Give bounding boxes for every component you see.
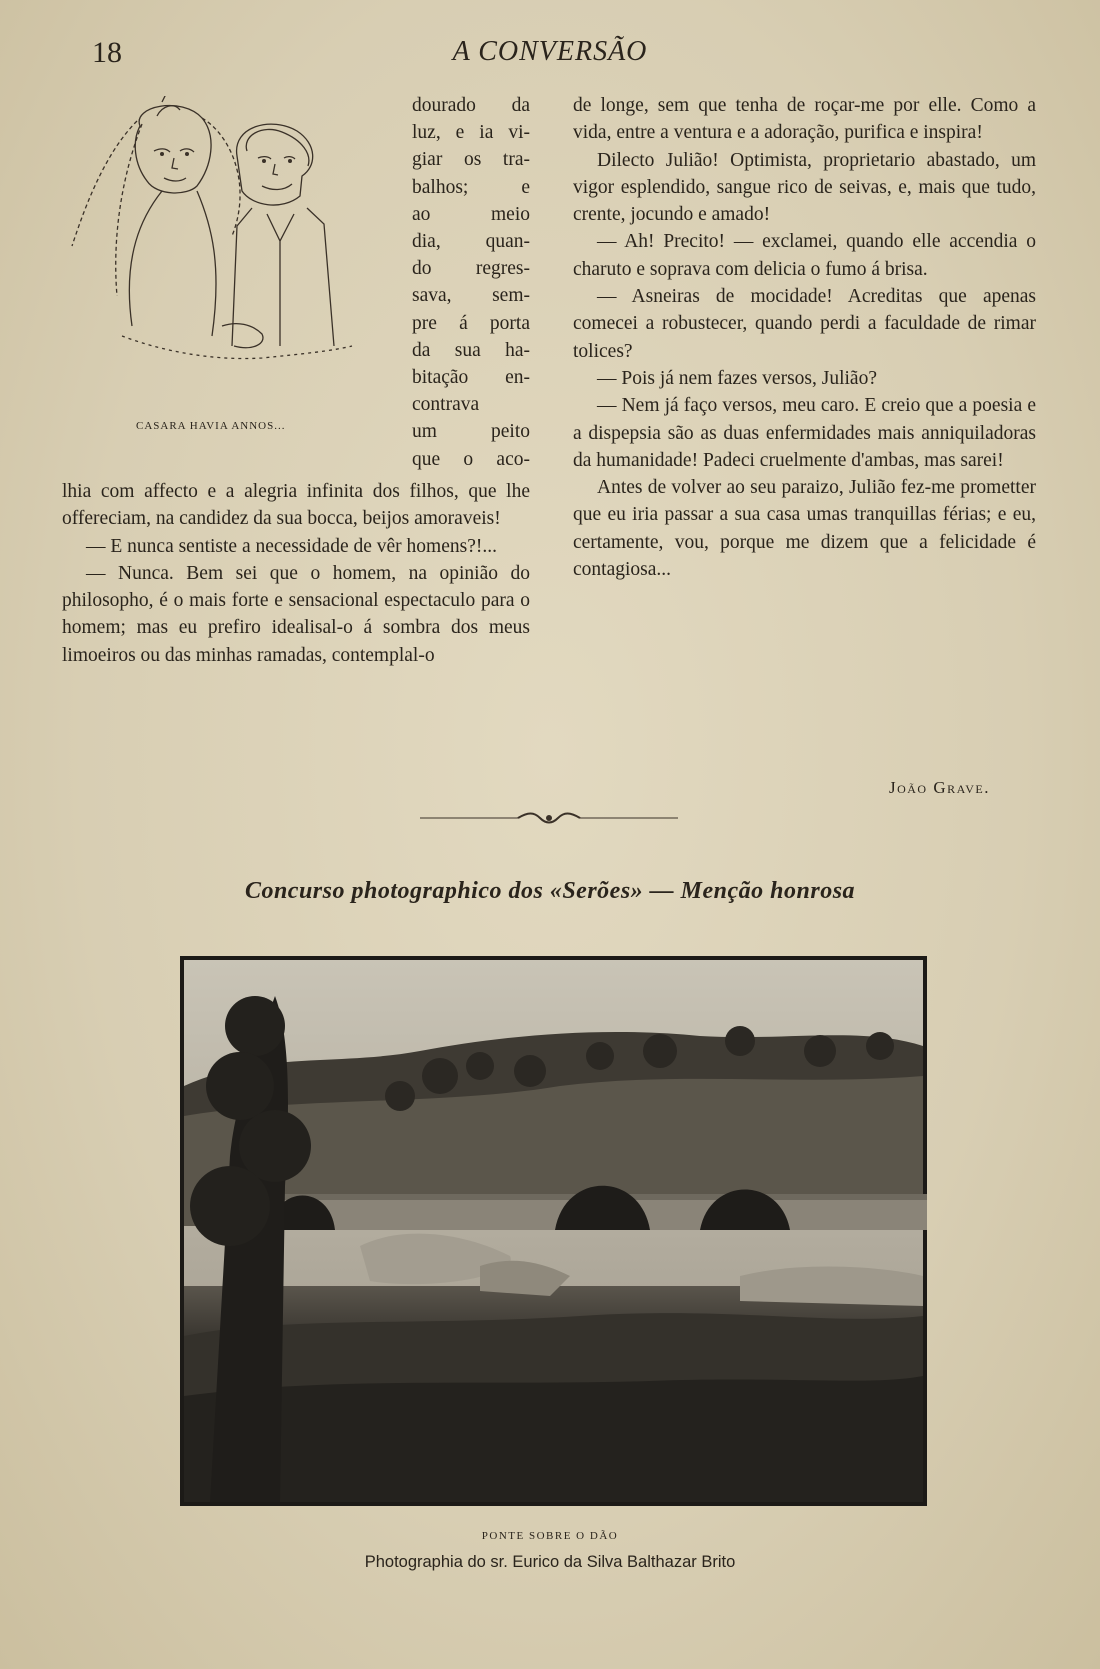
left-text-column (62, 478, 530, 669)
text-line: dia, quan- (412, 231, 530, 253)
text-line: dourado da (412, 95, 530, 116)
paragraph: — Nunca. Bem sei que o homem, na opinião do philosopho, é o mais forte e sensacional espectaculo para o homem; mas eu prefiro idealisal-o á sombra dos meus limoeiros ou das minhas ramadas, contemplal-o (62, 562, 530, 666)
paragraph: — E nunca sentiste a necessidade de vêr homens?!... (86, 535, 497, 557)
narrow-text-column (412, 92, 530, 473)
page-header-title: A CONVERSÃO (452, 36, 648, 67)
photo-caption: PONTE SOBRE O DÃO (481, 1530, 619, 1542)
text-line: bitação en- (412, 367, 530, 389)
text-line: ao meio (412, 203, 530, 225)
paragraph: — Ah! Precito! — exclamei, quando elle accendia o charuto e soprava com delicia o fumo á brisa. (573, 231, 1036, 280)
paragraph: Dilecto Julião! Optimista, proprietario abastado, um vigor esplendido, sangue rico de seivas, e, mais que tudo, crente, jocundo e amado! (573, 149, 1036, 226)
couple-illustration (62, 96, 382, 402)
paragraph: — Nem já faço versos, meu caro. E creio que a poesia e a dispepsia são as duas enfermidades mais anniquiladoras da humanidade! Padeci cruelmente d'ambas, mas sarei! (573, 395, 1036, 471)
divider-ornament (420, 808, 678, 828)
paragraph: lhia com affecto e a alegria infinita dos filhos, que lhe offereciam, na candidez da sua bocca, beijos amoraveis! (62, 481, 530, 530)
bridge-photograph (180, 956, 927, 1506)
paragraph: de longe, sem que tenha de roçar-me por elle. Como a vida, entre a ventura e a adoração, purifica e inspira! (573, 95, 1036, 144)
page-number: 18 (92, 36, 122, 69)
photo-credit: Photographia do sr. Eurico da Silva Balthazar Brito (364, 1553, 736, 1571)
paragraph: — Pois já nem fazes versos, Julião? (597, 367, 877, 389)
text-line: um peito (412, 421, 530, 443)
text-line: pre á porta (412, 312, 530, 334)
text-line: giar os tra- (412, 149, 530, 171)
author-signature: João Grave. (888, 778, 990, 797)
text-line: do regres- (412, 258, 530, 280)
text-line: que o aco- (412, 448, 530, 470)
right-text-column (573, 92, 1036, 583)
section-title: Concurso photographico dos «Serões» — Menção honrosa (244, 878, 856, 904)
paragraph: — Asneiras de mocidade! Acreditas que apenas comecei a robustecer, quando perdi a faculdade de rimar tolices? (573, 286, 1036, 362)
text-line: da sua ha- (412, 339, 530, 361)
text-line: balhos; e (412, 176, 530, 198)
text-line: luz, e ia vi- (412, 122, 530, 144)
illustration-caption: CASARA HAVIA ANNOS... (136, 420, 286, 432)
text-line: sava, sem- (412, 285, 530, 307)
paragraph: Antes de volver ao seu paraizo, Julião fez-me prometter que eu iria passar a sua casa umas tranquillas férias; e eu, certamente, vou, porque me dizem que a felicidade é contagiosa... (573, 477, 1036, 581)
text-line: contrava (412, 394, 480, 416)
